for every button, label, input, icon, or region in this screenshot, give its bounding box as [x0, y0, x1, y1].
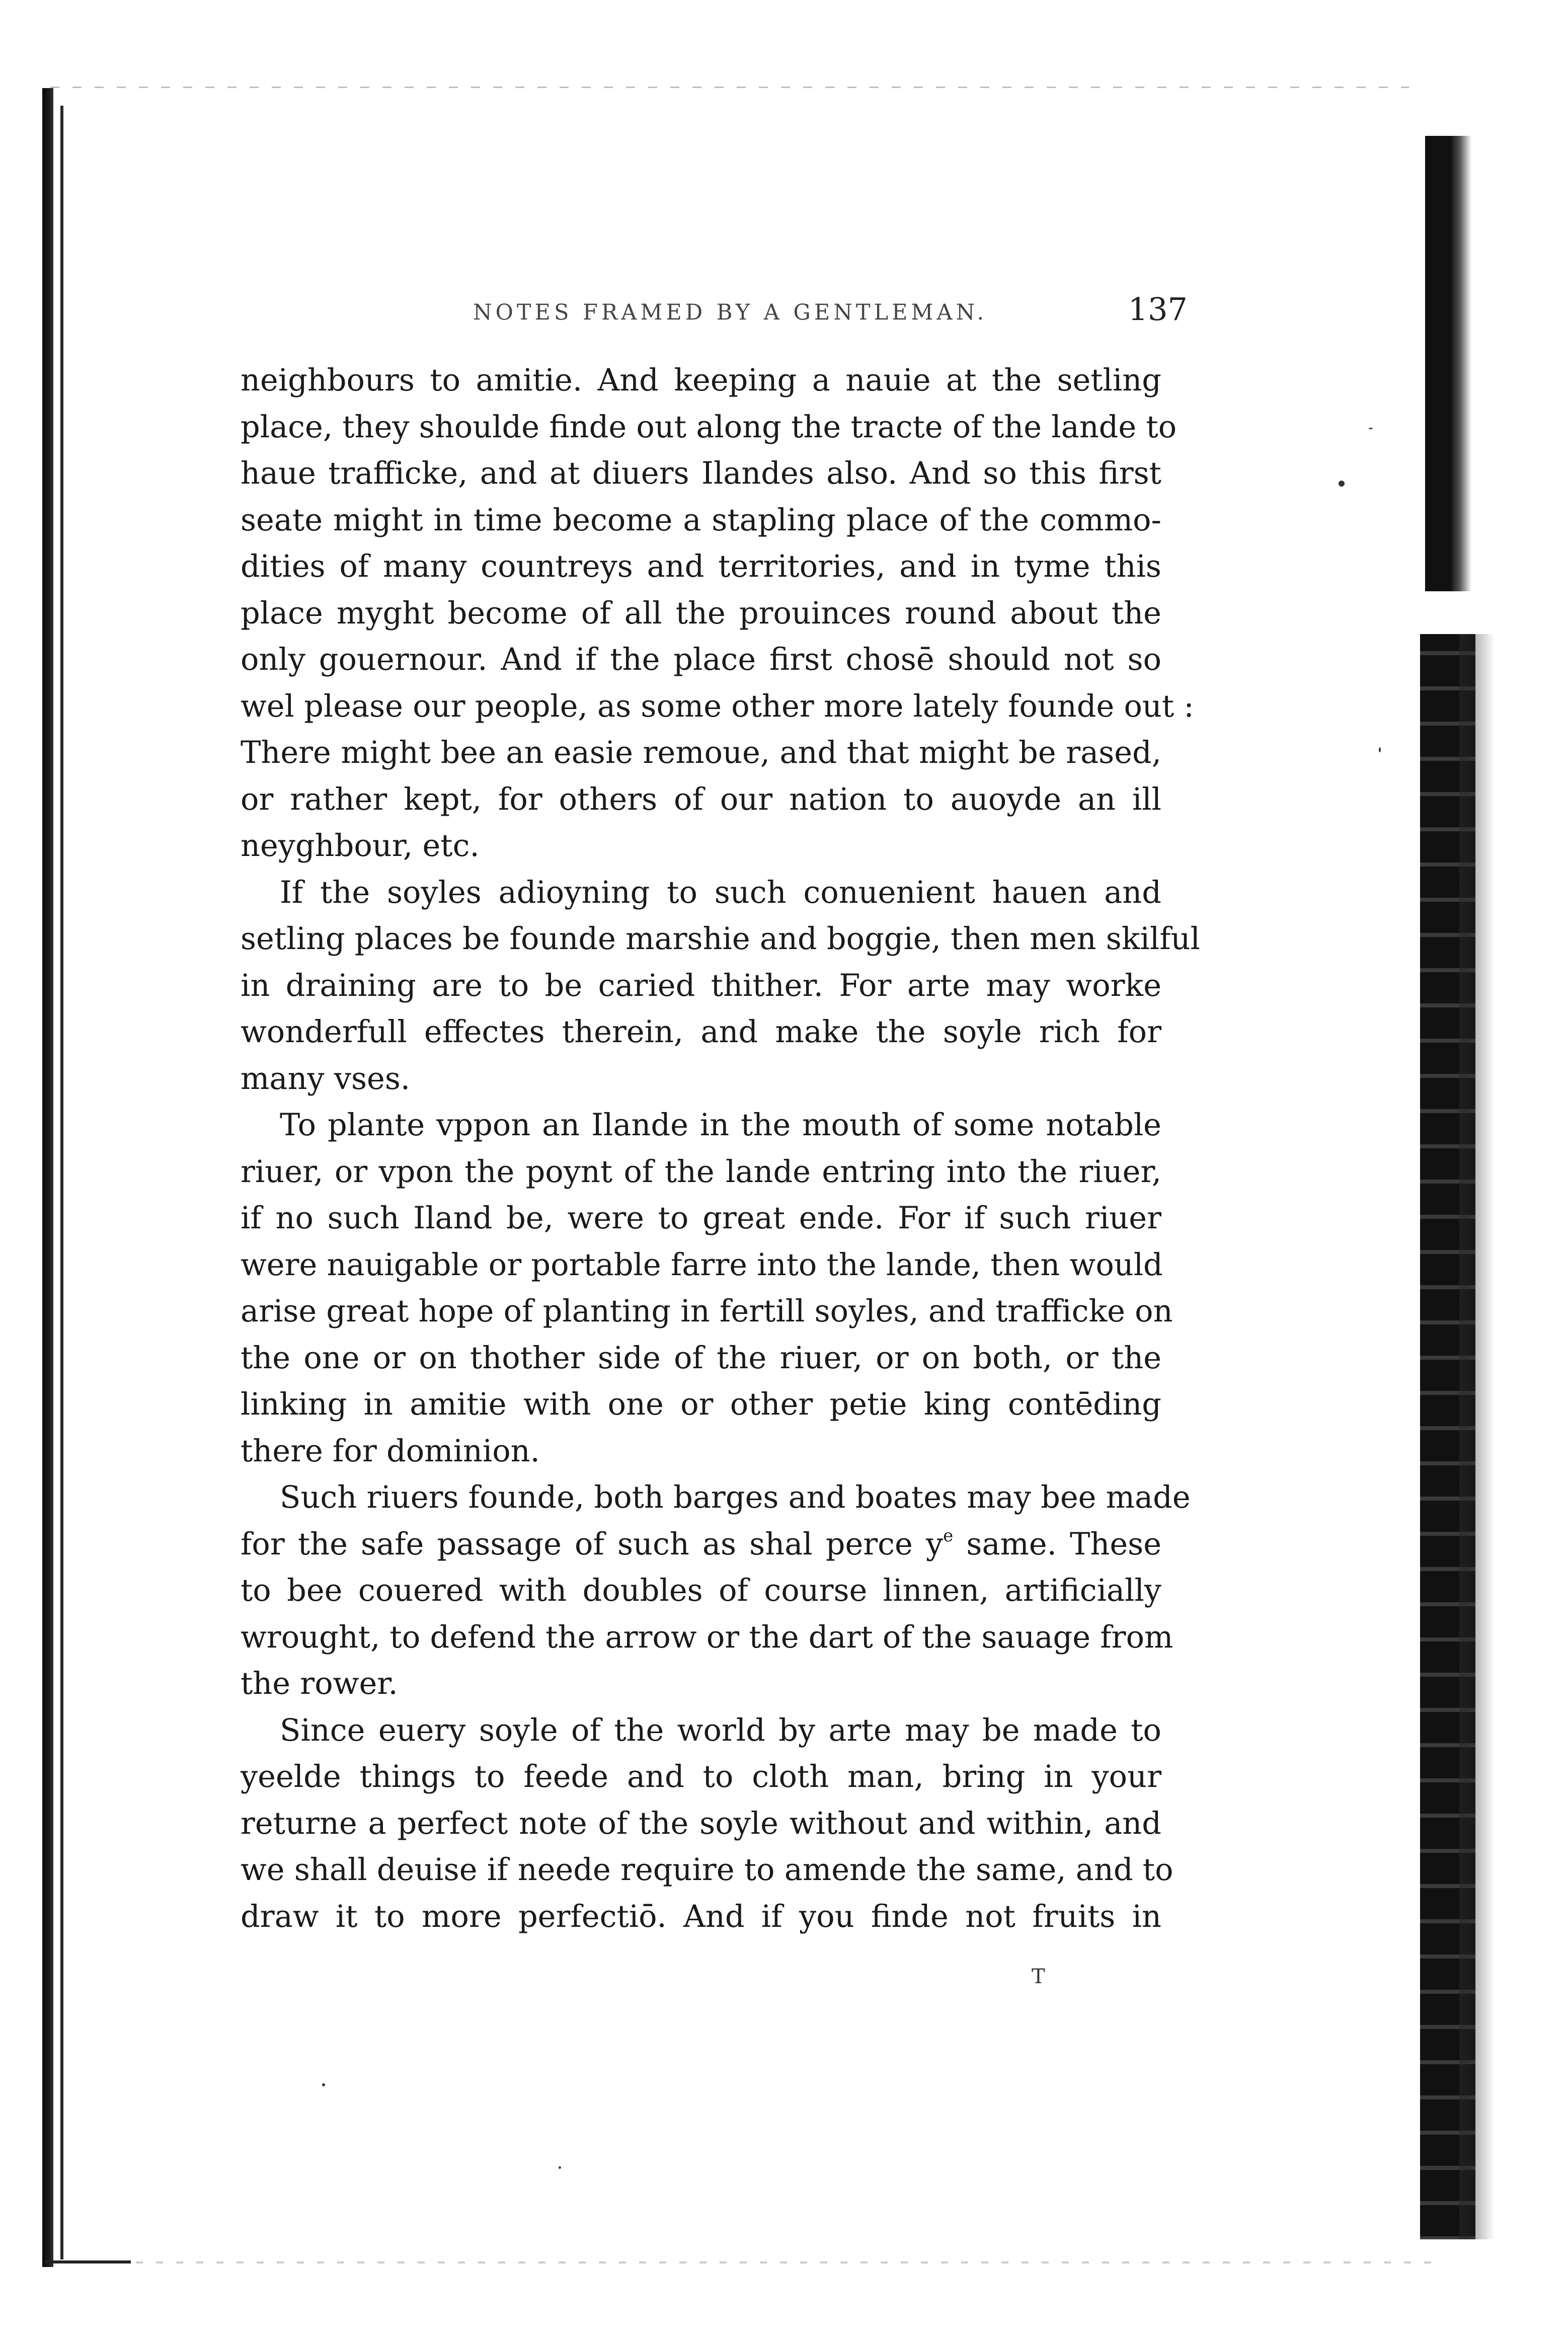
- scan-speck: [322, 2083, 325, 2086]
- text-line: if no such Iland be, were to great ende. For if such riuer: [241, 1201, 1161, 1236]
- text-line: neighbours to amitie. And keeping a nauie at the setling: [241, 363, 1161, 398]
- text-line: Since euery soyle of the world by arte may be made to: [280, 1712, 1161, 1748]
- text-line-with-superscript: [241, 1521, 1161, 1568]
- text-line: neyghbour, etc.: [241, 828, 480, 864]
- text-line: To plante vppon an Ilande in the mouth of some notable: [280, 1108, 1161, 1143]
- page-number: 137: [1128, 291, 1188, 328]
- superscript: e: [943, 1525, 954, 1546]
- top-edge-rule: [50, 87, 1409, 88]
- bottom-edge-mark: [45, 2260, 131, 2263]
- text-line: There might bee an easie remoue, and that might be rased,: [241, 735, 1161, 770]
- signature-mark: T: [1032, 1965, 1045, 1988]
- running-head: [242, 291, 1188, 337]
- text-fragment: for the safe passage of such as shal perce y: [241, 1526, 944, 1562]
- text-line: in draining are to be caried thither. For arte may worke: [241, 968, 1161, 1003]
- text-line: the rower.: [241, 1666, 398, 1701]
- text-line: dities of many countreys and territories, and in tyme this: [241, 549, 1161, 584]
- paragraph: [241, 357, 1194, 870]
- scan-speck: [559, 2166, 561, 2169]
- paragraph: [241, 1474, 1191, 1707]
- text-line: there for dominion.: [241, 1433, 540, 1469]
- text-line: place, they shoulde finde out along the tracte of the lande to: [241, 409, 1177, 445]
- text-line: haue trafficke, and at diuers Ilandes also. And so this first: [241, 456, 1161, 491]
- scan-speck: [1339, 481, 1345, 487]
- body-text: [241, 357, 1200, 1940]
- text-line: were nauigable or portable farre into the lande, then would: [241, 1247, 1163, 1283]
- text-line: wrought, to defend the arrow or the dart of the sauage from: [241, 1619, 1173, 1655]
- text-line: If the soyles adioyning to such conuenient hauen and: [280, 875, 1161, 910]
- right-edge-shadow-fade: [1459, 634, 1495, 2239]
- text-line: linking in amitie with one or other petie king contēding: [241, 1387, 1161, 1422]
- right-edge-shadow-upper: [1425, 136, 1471, 591]
- text-line: setling places be founde marshie and boggie, then men skilful: [241, 921, 1200, 957]
- text-line: riuer, or vpon the poynt of the lande entring into the riuer,: [241, 1154, 1161, 1190]
- text-line: draw it to more perfectiō. And if you finde not fruits in: [241, 1899, 1161, 1934]
- text-line: yeelde things to feede and to cloth man, bring in your: [241, 1759, 1161, 1794]
- text-line: the one or on thother side of the riuer, or on both, or the: [241, 1340, 1161, 1376]
- scan-speck: [1379, 747, 1381, 752]
- text-line: returne a perfect note of the soyle without and within, and: [241, 1806, 1161, 1841]
- text-line: wonderfull effectes therein, and make the soyle rich for: [241, 1014, 1161, 1050]
- text-line: Such riuers founde, both barges and boates may bee made: [280, 1480, 1191, 1515]
- text-line: we shall deuise if neede require to amende the same, and to: [241, 1852, 1173, 1888]
- scan-speck: [1369, 428, 1373, 429]
- bottom-edge-rule: [75, 2261, 1434, 2263]
- text-line: many vses.: [241, 1061, 411, 1097]
- page-spine-shadow: [42, 88, 53, 2267]
- text-line: arise great hope of planting in fertill soyles, and trafficke on: [241, 1294, 1173, 1329]
- text-line: to bee couered with doubles of course linnen, artificially: [241, 1573, 1161, 1608]
- text-line: seate might in time become a stapling place of the commo-: [241, 502, 1161, 538]
- text-line: only gouernour. And if the place first chosē should not so: [241, 642, 1161, 677]
- running-title: NOTES FRAMED BY A GENTLEMAN.: [473, 300, 988, 325]
- paragraph: [241, 870, 1200, 1103]
- text-line: place myght become of all the prouinces round about the: [241, 595, 1161, 631]
- right-edge-gap: [1420, 615, 1470, 630]
- paragraph: [241, 1707, 1173, 1940]
- paragraph: [241, 1102, 1173, 1474]
- text-line: or rather kept, for others of our nation to auoyde an ill: [241, 782, 1161, 817]
- text-line: wel please our people, as some other more lately founde out :: [241, 688, 1194, 724]
- text-fragment: same. These: [953, 1526, 1161, 1562]
- page-spine-line: [60, 106, 63, 2259]
